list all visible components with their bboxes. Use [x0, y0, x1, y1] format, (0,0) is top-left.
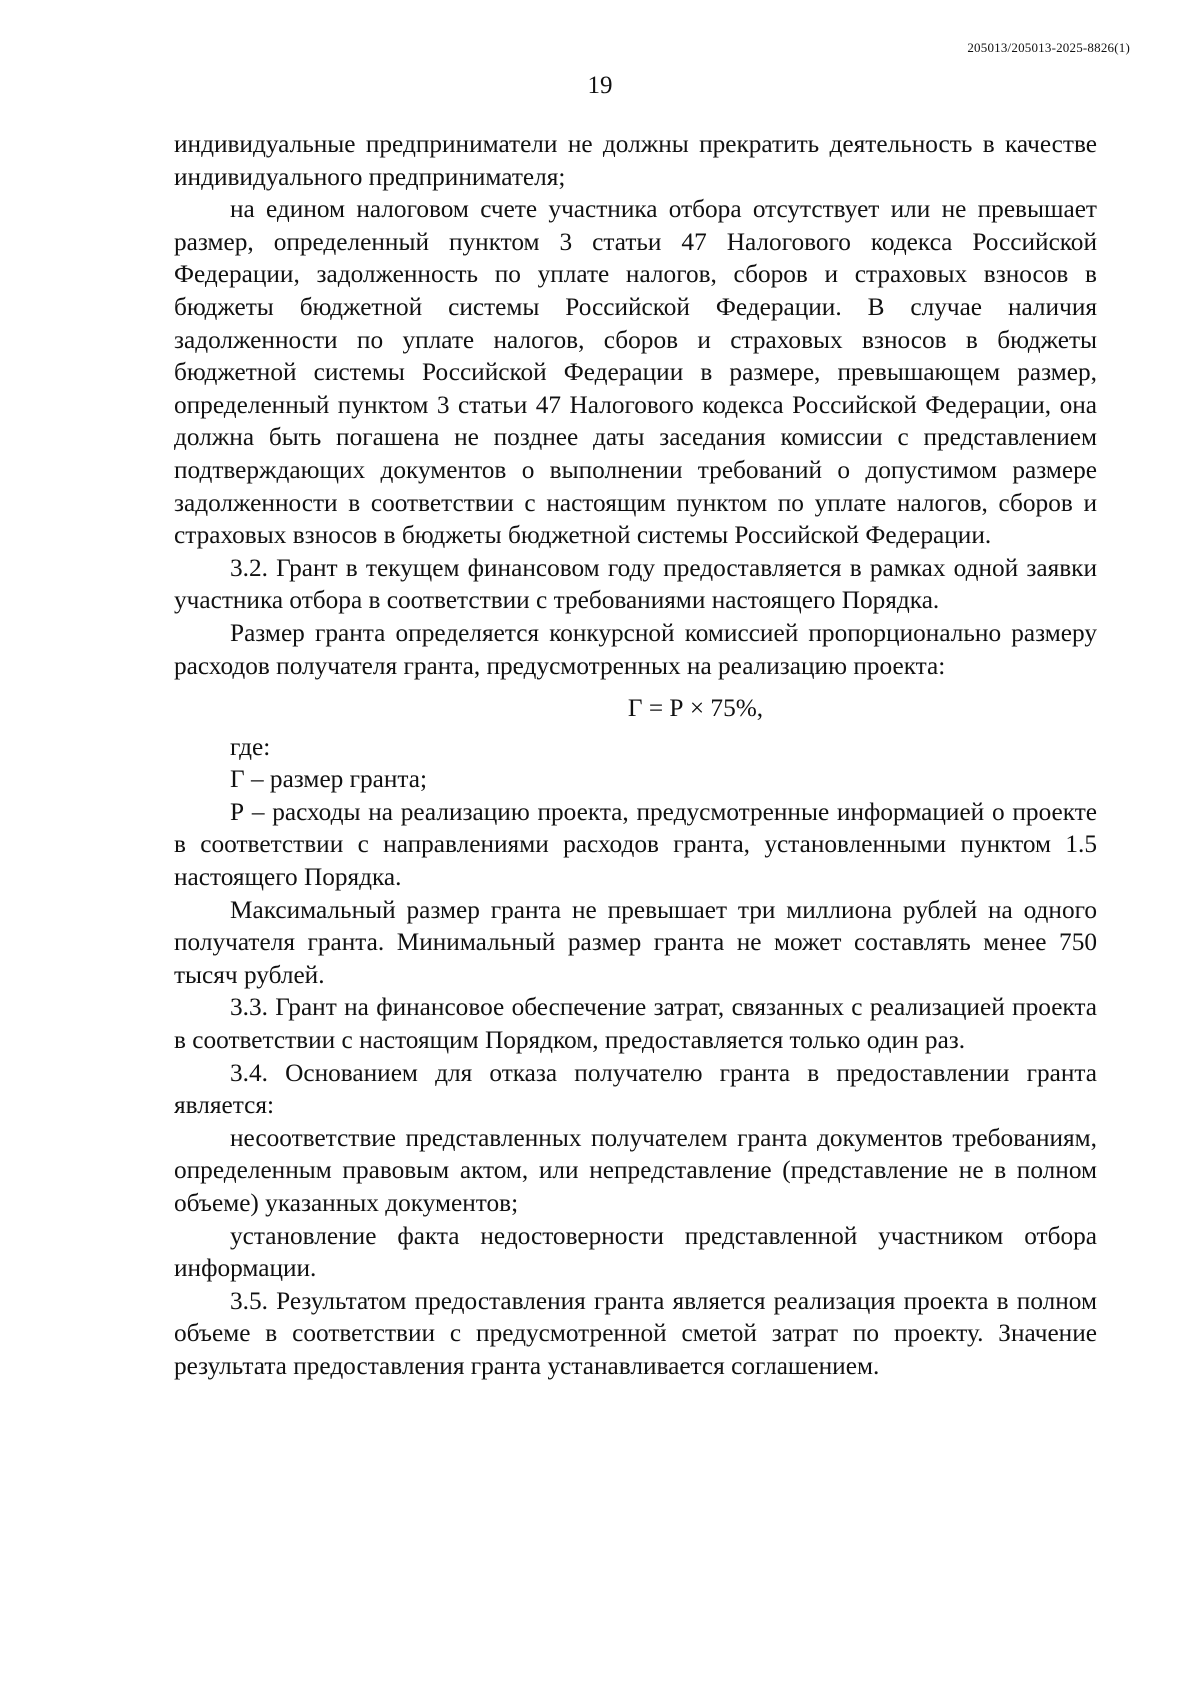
paragraph-nonconformity: несоответствие представленных получателем гранта документов требованиям, определенным правовым актом, или непредставление (представление не в полном объеме) указанных документов; [174, 1123, 1097, 1217]
paragraph-3-2: 3.2. Грант в текущем финансовом году предоставляется в рамках одной заявки участника отбора в соответствии с требованиями настоящего Порядка. [174, 553, 1097, 615]
paragraph-where: где: [230, 732, 271, 761]
paragraph-grant-size: Размер гранта определяется конкурсной комиссией пропорционально размеру расходов получателя гранта, предусмотренных на реализацию проекта: [174, 618, 1097, 680]
paragraph-p-definition: Р – расходы на реализацию проекта, предусмотренные информацией о проекте в соответствии с направлениями расходов гранта, установленными пунктом 1.5 настоящего Порядка. [174, 797, 1097, 892]
paragraph-max-grant: Максимальный размер гранта не превышает три миллиона рублей на одного получателя гранта. Минимальный размер гранта не может составлять менее 750 тысяч рублей. [174, 895, 1097, 989]
document-id: 205013/205013-2025-8826(1) [967, 40, 1130, 55]
paragraph-entrepreneur-activity: индивидуальные предприниматели не должны прекратить деятельность в качестве индивидуального предпринимателя; [174, 130, 1097, 191]
paragraph-unreliability: установление факта недостоверности представленной участником отбора информации. [174, 1221, 1097, 1283]
paragraph-g-definition: Г – размер гранта; [230, 765, 428, 794]
page-number: 19 [587, 72, 613, 99]
paragraph-tax-debt: на едином налоговом счете участника отбора отсутствует или не превышает размер, определенный пунктом 3 статьи 47 Налогового кодекса Российской Федерации, задолженность по уплате налогов, сборов и страховых взносов в бюджеты бюджетной системы Российской Федерации. В случае наличия задолженности по уплате налогов, сборов и страховых взносов в бюджеты бюджетной системы Российской Федерации в размере, превышающем размер, определенный пунктом 3 статьи 47 Налогового кодекса Российской Федерации, она должна быть погашена не позднее даты заседания комиссии с представлением подтверждающих документов о выполнении требований о допустимом размере задолженности в соответствии с настоящим пунктом по уплате налогов, сборов и страховых взносов в бюджеты бюджетной системы Российской Федерации. [174, 195, 1097, 550]
paragraph-3-3: 3.3. Грант на финансовое обеспечение затрат, связанных с реализацией проекта в соответствии с настоящим Порядком, предоставляется только один раз. [174, 993, 1097, 1055]
document-body [174, 128, 1097, 1383]
grant-formula: Г = Р × 75%, [627, 694, 764, 723]
paragraph-3-5: 3.5. Результатом предоставления гранта является реализация проекта в полном объеме в соответствии с предусмотренной сметой затрат по проекту. Значение результата предоставления гранта устанавливается соглашением. [174, 1286, 1097, 1380]
paragraph-3-4: 3.4. Основанием для отказа получателю гранта в предоставлении гранта является: [174, 1058, 1097, 1120]
